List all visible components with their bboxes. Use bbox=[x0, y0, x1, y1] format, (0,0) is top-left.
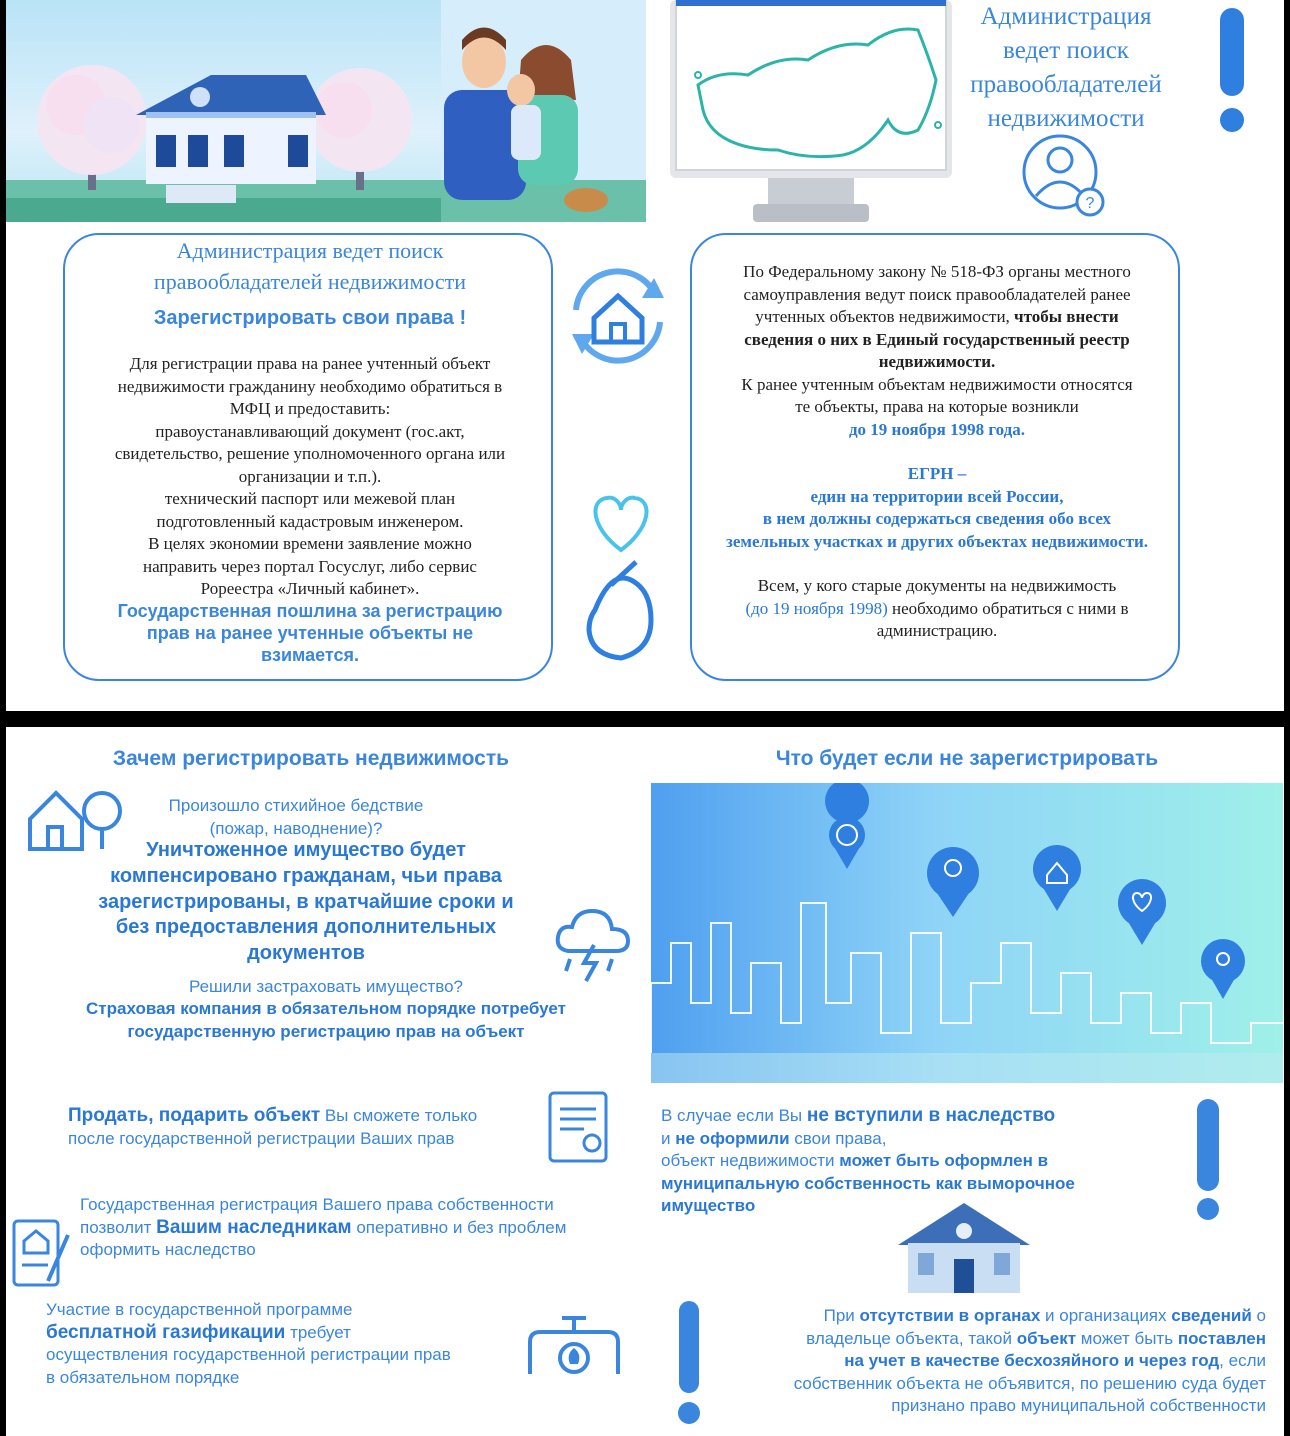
law-line-bold: чтобы внести bbox=[1014, 307, 1119, 326]
body-line: В целях экономии времени заявление можно bbox=[148, 534, 472, 553]
heirs-line: Государственная регистрация Вашего права собственности bbox=[80, 1195, 554, 1214]
law-line: те объекты, права на которые возникли bbox=[795, 397, 1079, 416]
left-info-box bbox=[63, 233, 553, 681]
disaster-answer bbox=[66, 838, 546, 967]
body-line: организации и т.п.). bbox=[238, 466, 382, 486]
user-question-icon bbox=[1020, 130, 1110, 218]
city-pins-illustration bbox=[651, 783, 1283, 1083]
egrn-line: в нем должны содержаться сведения обо всех bbox=[762, 509, 1112, 528]
owner-line: признано право муниципальной собственности bbox=[891, 1396, 1266, 1415]
owner-bold: отсутствии в органах bbox=[859, 1306, 1041, 1325]
egrn-block bbox=[692, 463, 1182, 553]
law-line: К ранее учтенным объектам недвижимости относятся bbox=[741, 374, 1133, 394]
heirs-block bbox=[80, 1194, 640, 1262]
inherit-bold: может быть оформлен в bbox=[839, 1151, 1049, 1170]
inherit-pre: и bbox=[661, 1128, 676, 1148]
left-box-title bbox=[65, 235, 555, 297]
owner-mid: и организациях bbox=[1040, 1306, 1172, 1325]
body-line: правоустанавливающий документ (гос.акт, bbox=[155, 421, 465, 441]
monitor-title-line: правообладателей bbox=[970, 71, 1162, 98]
sell-line: после государственной регистрации Ваших прав bbox=[68, 1128, 455, 1148]
owner-post: , если bbox=[1219, 1351, 1266, 1370]
body-line: недвижимости гражданину необходимо обратиться в bbox=[117, 376, 503, 396]
exclamation-icon bbox=[1192, 1097, 1224, 1223]
bottom-panel bbox=[6, 727, 1284, 1436]
gas-post: требует bbox=[285, 1322, 351, 1342]
gas-block bbox=[46, 1299, 516, 1389]
svg-text:?: ? bbox=[1085, 195, 1095, 212]
family-house-illustration bbox=[6, 0, 646, 222]
inherit-bold: не вступили в наследство bbox=[806, 1105, 1056, 1126]
certificate-icon bbox=[544, 1089, 616, 1167]
sell-bold: Продать, подарить объект bbox=[68, 1105, 321, 1126]
owner-line bbox=[706, 1305, 1266, 1328]
inherit-line bbox=[661, 1128, 1181, 1151]
heirs-line: оформить наследство bbox=[80, 1240, 256, 1259]
left-box-title-line: Администрация ведет поиск bbox=[176, 238, 444, 263]
monitor-title-line: ведет поиск bbox=[1003, 37, 1129, 64]
disaster-a-line: зарегистрированы, в кратчайшие сроки и bbox=[98, 890, 514, 913]
gas-pipe-icon bbox=[526, 1312, 622, 1382]
left-heading: Зачем регистрировать недвижимость bbox=[112, 747, 510, 770]
inherit-pre: В случае если Вы bbox=[661, 1106, 807, 1125]
owner-line bbox=[706, 1350, 1266, 1373]
date-line: до 19 ноября 1998 года. bbox=[848, 419, 1026, 439]
owner-post: о bbox=[1251, 1306, 1266, 1325]
heirs-bold: Вашим наследникам bbox=[156, 1216, 352, 1238]
monitor-title bbox=[954, 0, 1178, 136]
house-icon bbox=[894, 1197, 1034, 1297]
heirs-post: оперативно и без проблем bbox=[351, 1217, 567, 1237]
final-line bbox=[692, 598, 1182, 621]
owner-mid: может быть bbox=[1076, 1328, 1178, 1348]
disaster-question bbox=[66, 795, 526, 840]
final-block bbox=[692, 575, 1182, 643]
body-line: подготовленный кадастровым инженером. bbox=[156, 511, 464, 531]
law-line: недвижимости. bbox=[878, 352, 996, 371]
owner-bold: сведений bbox=[1171, 1306, 1252, 1325]
body-line: технический паспорт или межевой план bbox=[164, 489, 456, 508]
footer-line: прав на ранее учтенные объекты не bbox=[146, 623, 474, 643]
insurance-answer bbox=[46, 997, 606, 1043]
owner-bold: объект bbox=[1016, 1328, 1077, 1348]
exclamation-icon bbox=[1214, 6, 1250, 134]
ownerless-block bbox=[706, 1305, 1266, 1418]
final-line: администрацию. bbox=[876, 621, 998, 640]
owner-pre: владельце объекта, такой bbox=[806, 1328, 1017, 1348]
law-line: самоуправления ведут поиск правообладателей ранее bbox=[743, 284, 1131, 304]
left-box-footer bbox=[65, 600, 555, 666]
body-line: Для регистрации права на ранее учтенный объект bbox=[129, 354, 491, 373]
disaster-q-line: Произошло стихийное бедствие bbox=[168, 796, 424, 815]
body-line: МФЦ и предоставить: bbox=[229, 399, 391, 418]
monitor-title-line: Администрация bbox=[980, 3, 1152, 30]
right-info-box bbox=[690, 233, 1180, 681]
disaster-a-line: компенсировано гражданам, чьи права bbox=[110, 864, 502, 887]
document-pen-icon bbox=[8, 1215, 74, 1295]
heart-hand-icon bbox=[581, 490, 663, 670]
disaster-a-line: без предоставления дополнительных bbox=[115, 916, 497, 939]
gas-bold: бесплатной газификации bbox=[46, 1321, 286, 1343]
sell-line bbox=[68, 1105, 548, 1128]
final-rest: необходимо обратиться с ними в bbox=[887, 598, 1129, 618]
body-line: направить через портал Госуслуг, либо сервис bbox=[143, 556, 477, 576]
inherit-pre: объект недвижимости bbox=[661, 1151, 840, 1170]
monitor-title-line: недвижимости bbox=[987, 105, 1145, 132]
monitor-russia-map-illustration bbox=[668, 0, 953, 222]
insurance-line: Страховая компания в обязательном порядке потребует bbox=[86, 999, 566, 1018]
right-heading: Что будет если не зарегистрировать bbox=[775, 747, 1159, 770]
owner-bold: на учет в качестве бесхозяйного и через год bbox=[844, 1351, 1220, 1370]
right-box-text bbox=[692, 261, 1182, 441]
insurance-question: Решили застраховать имущество? bbox=[189, 977, 463, 996]
inherit-post: свои права, bbox=[789, 1128, 887, 1148]
top-panel bbox=[6, 0, 1284, 711]
gas-line: в обязательном порядке bbox=[46, 1367, 240, 1387]
law-line: По Федеральному закону № 518-ФЗ органы местного bbox=[743, 262, 1131, 281]
disaster-a-line: Уничтоженное имущество будет bbox=[146, 839, 466, 861]
owner-line: собственник объекта не объявится, по решению суда будет bbox=[793, 1373, 1266, 1393]
egrn-line: земельных участках и других объектах недвижимости. bbox=[725, 531, 1148, 551]
disaster-q-line: (пожар, наводнение)? bbox=[209, 818, 383, 838]
gas-line bbox=[46, 1322, 516, 1345]
law-line-text: учтенных объектов недвижимости, bbox=[755, 307, 1015, 326]
law-line bbox=[692, 306, 1182, 329]
law-line: сведения о них в Единый государственный реестр bbox=[744, 329, 1130, 349]
sell-rest: Вы сможете только bbox=[320, 1106, 478, 1125]
final-date: (до 19 ноября 1998) bbox=[745, 598, 888, 618]
final-line: Всем, у кого старые документы на недвижимость bbox=[757, 576, 1117, 595]
left-box-subtitle: Зарегистрировать свои права ! bbox=[153, 307, 467, 329]
owner-pre: При bbox=[823, 1306, 860, 1325]
gas-line: Участие в государственной программе bbox=[46, 1300, 353, 1319]
inherit-bold: не оформили bbox=[675, 1128, 790, 1148]
exclamation-icon bbox=[674, 1299, 704, 1427]
footer-line: Государственная пошлина за регистрацию bbox=[117, 601, 503, 621]
gas-line: осуществления государственной регистрации прав bbox=[46, 1345, 451, 1364]
owner-line bbox=[706, 1328, 1266, 1351]
heirs-line bbox=[80, 1217, 640, 1240]
inherit-line: имущество bbox=[661, 1196, 756, 1215]
egrn-line: един на территории всей России, bbox=[810, 486, 1064, 506]
egrn-line: ЕГРН – bbox=[907, 464, 967, 483]
left-box-body bbox=[65, 353, 555, 601]
inherit-line bbox=[661, 1150, 1181, 1173]
house-sync-icon bbox=[562, 266, 674, 366]
storm-cloud-icon bbox=[554, 905, 632, 985]
disaster-a-line: документов bbox=[247, 942, 365, 965]
heirs-pre: позволит bbox=[80, 1217, 157, 1237]
inherit-line bbox=[661, 1105, 1181, 1128]
sell-block bbox=[68, 1105, 548, 1150]
body-line: свидетельство, решение уполномоченного органа или bbox=[114, 444, 506, 463]
inherit-line: муниципальную собственность как выморочное bbox=[661, 1173, 1075, 1193]
insurance-line: государственную регистрацию прав на объект bbox=[127, 1022, 525, 1041]
body-line: Роpеестра «Личный кабинет». bbox=[200, 579, 420, 598]
owner-bold: поставлен bbox=[1177, 1328, 1266, 1348]
left-box-title-line: правообладателей недвижимости bbox=[153, 269, 467, 294]
footer-line: взимается. bbox=[260, 645, 360, 665]
